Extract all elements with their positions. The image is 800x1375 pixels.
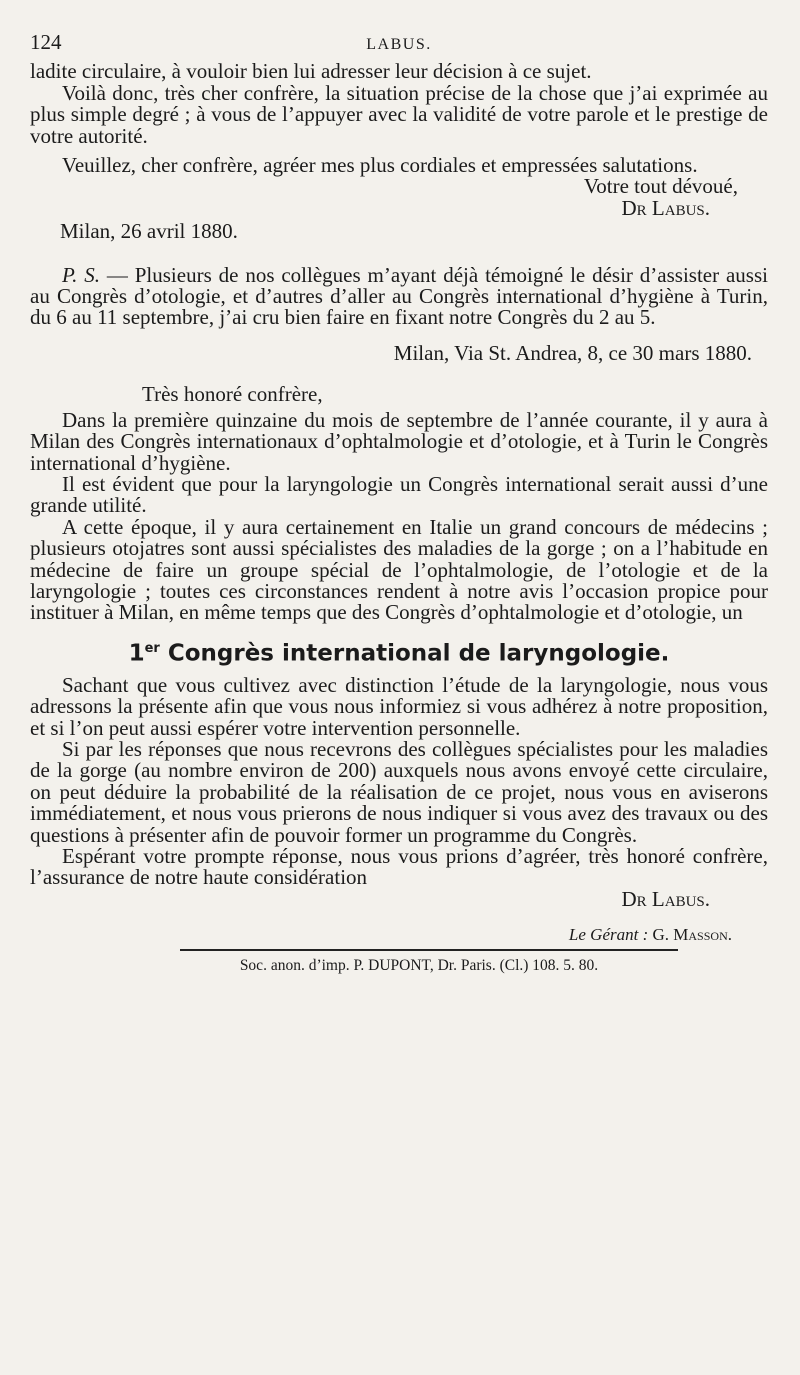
letter-dateline: Milan, Via St. Andrea, 8, ce 30 mars 1880. xyxy=(393,340,752,365)
footer-rule xyxy=(180,949,678,951)
paragraph: Espérant votre prompte réponse, nous vous prions d’agréer, très honoré confrère, l’assurance de notre haute considération xyxy=(30,844,768,890)
running-title: LABUS. xyxy=(366,36,432,53)
page-number: 124 xyxy=(30,30,62,54)
gerant-label: Le Gérant : xyxy=(568,925,649,945)
signature: Dr Labus. xyxy=(621,195,710,220)
document-page xyxy=(30,32,768,976)
gerant-line xyxy=(30,924,768,945)
paragraph: Veuillez, cher confrère, agréer mes plus cordiales et empressées salutations. xyxy=(62,153,698,178)
title-superscript: er xyxy=(144,640,160,656)
title-number: 1 xyxy=(128,640,145,667)
paragraph: Dans la première quinzaine du mois de septembre de l’année courante, il y aura à Milan des Congrès internationaux d’ophtalmologie et d’otologie, et à Turin le Congrès international d’hygiène. xyxy=(30,407,768,475)
congress-title xyxy=(30,638,768,665)
paragraph: A cette époque, il y aura certainement en Italie un grand concours de médecins ; plusieurs otojatres sont aussi spécialistes des maladies de la gorge ; on a l’habitude en médecine de faire un groupe spécial de l’ophtalmologie, de l’otologie et de la laryngologie ; toutes ces circonstances rendent à notre avis l’occasion propice pour instituer à Milan, en même temps que des Congrès d’ophtalmologie et d’otologie, un xyxy=(30,514,768,625)
salutation: Très honoré confrère, xyxy=(142,382,323,407)
ps-text: — Plusieurs de nos collègues m’ayant déjà témoigné le désir d’assister aussi au Congrès d’otologie, et d’autres d’aller au Congrès international d’hygiène à Turin, du 6 au 11 septembre, j’ai cru bien faire en fixant notre Congrès du 2 au 5. xyxy=(30,262,768,330)
page-header xyxy=(30,32,768,55)
closing-line: Votre tout dévoué, xyxy=(583,174,738,199)
paragraph: Si par les réponses que nous recevrons des collègues spécialistes pour les maladies de la gorge (au nombre environ de 200) auxquels nous avons envoyé cette circulaire, on peut déduire la probabilité de la réalisation de ce projet, nous vous en aviserons immédiatement, et nous vous prierons de nous indiquer si vous avez des travaux ou des questions à présenter afin de pouvoir former un programme du Congrès. xyxy=(30,737,768,847)
postscript xyxy=(30,262,768,330)
paragraph: Voilà donc, très cher confrère, la situation précise de la chose que j’ai exprimée au plus simple degré ; à vous de l’appuyer avec la validité de votre parole et le prestige de votre autorité. xyxy=(30,80,768,148)
title-text: Congrès international de laryngologie. xyxy=(159,640,670,667)
gerant-name: G. Masson. xyxy=(648,925,732,945)
letter-date: Milan, 26 avril 1880. xyxy=(60,219,238,244)
printer-imprint: Soc. anon. d’imp. P. DUPONT, Dr. Paris. (Cl.) 108. 5. 80. xyxy=(239,956,599,974)
paragraph: ladite circulaire, à vouloir bien lui adresser leur décision à ce sujet. xyxy=(30,59,592,84)
paragraph: Sachant que vous cultivez avec distinction l’étude de la laryngologie, nous vous adressons la présente afin que vous nous informiez si vous adhérez à notre proposition, et si l’on peut aussi espérer votre intervention personnelle. xyxy=(30,672,768,740)
paragraph: Il est évident que pour la laryngologie un Congrès international serait aussi d’une grande utilité. xyxy=(30,471,768,518)
ps-label: P. S. xyxy=(62,262,100,287)
signature: Dr Labus. xyxy=(621,886,710,911)
